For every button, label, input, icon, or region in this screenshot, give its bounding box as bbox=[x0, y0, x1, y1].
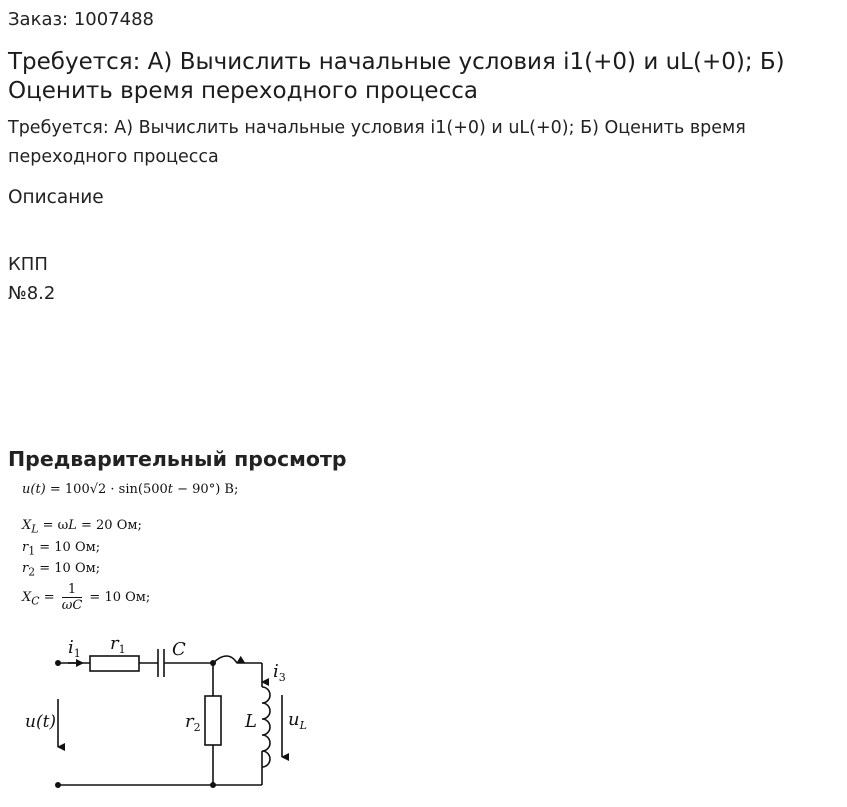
formula-xl: $X_L = \omega L = 20$ Ом; bbox=[22, 518, 142, 536]
description-heading: Описание bbox=[8, 187, 104, 208]
page-title: Требуется: А) Вычислить начальные условия i1(+0) и uL(+0); Б) Оценить время переходного процесса bbox=[8, 49, 785, 104]
current-i1-arrowhead bbox=[76, 659, 84, 667]
node-bottom bbox=[210, 782, 216, 788]
task-description: Требуется: А) Вычислить начальные условия i1(+0) и uL(+0); Б) Оценить время переходного процесса bbox=[8, 118, 746, 167]
description-body bbox=[8, 250, 55, 308]
terminal-top bbox=[55, 660, 61, 666]
label-i1: $i_1$ bbox=[68, 637, 81, 660]
label-r1: $r_1$ bbox=[110, 633, 126, 656]
formula-xc: $X_C$ = $\frac{1}{\omega C}$ = 10 Ом; bbox=[22, 582, 151, 613]
label-c: C bbox=[172, 639, 186, 660]
fraction: $\frac{1}{\omega C}$ bbox=[61, 582, 83, 613]
description-line: КПП bbox=[8, 254, 48, 275]
label-r2: $r_2$ bbox=[185, 711, 201, 734]
circuit-diagram bbox=[0, 627, 340, 807]
node-top bbox=[210, 660, 216, 666]
preview-heading: Предварительный просмотр bbox=[8, 447, 347, 471]
resistor-r1 bbox=[90, 656, 139, 671]
formula-source: u(t) = 100√2 · sin(500t − 90°) В; bbox=[22, 482, 239, 497]
formula-r1: $r_1 = 10$ Ом; bbox=[22, 540, 101, 558]
switch-arrow bbox=[213, 656, 237, 663]
formula-r2: $r_2 = 10$ Ом; bbox=[22, 561, 101, 579]
preview-image bbox=[0, 472, 847, 807]
label-i3: $i_3$ bbox=[273, 661, 286, 684]
order-number: Заказ: 1007488 bbox=[8, 9, 154, 30]
inductor-l bbox=[262, 687, 270, 767]
label-l: L bbox=[245, 711, 257, 732]
label-ut: u(t) bbox=[25, 712, 57, 732]
terminal-bottom bbox=[55, 782, 61, 788]
description-line: №8.2 bbox=[8, 283, 56, 304]
label-ul: $u_L$ bbox=[288, 709, 307, 732]
resistor-r2 bbox=[205, 696, 221, 745]
